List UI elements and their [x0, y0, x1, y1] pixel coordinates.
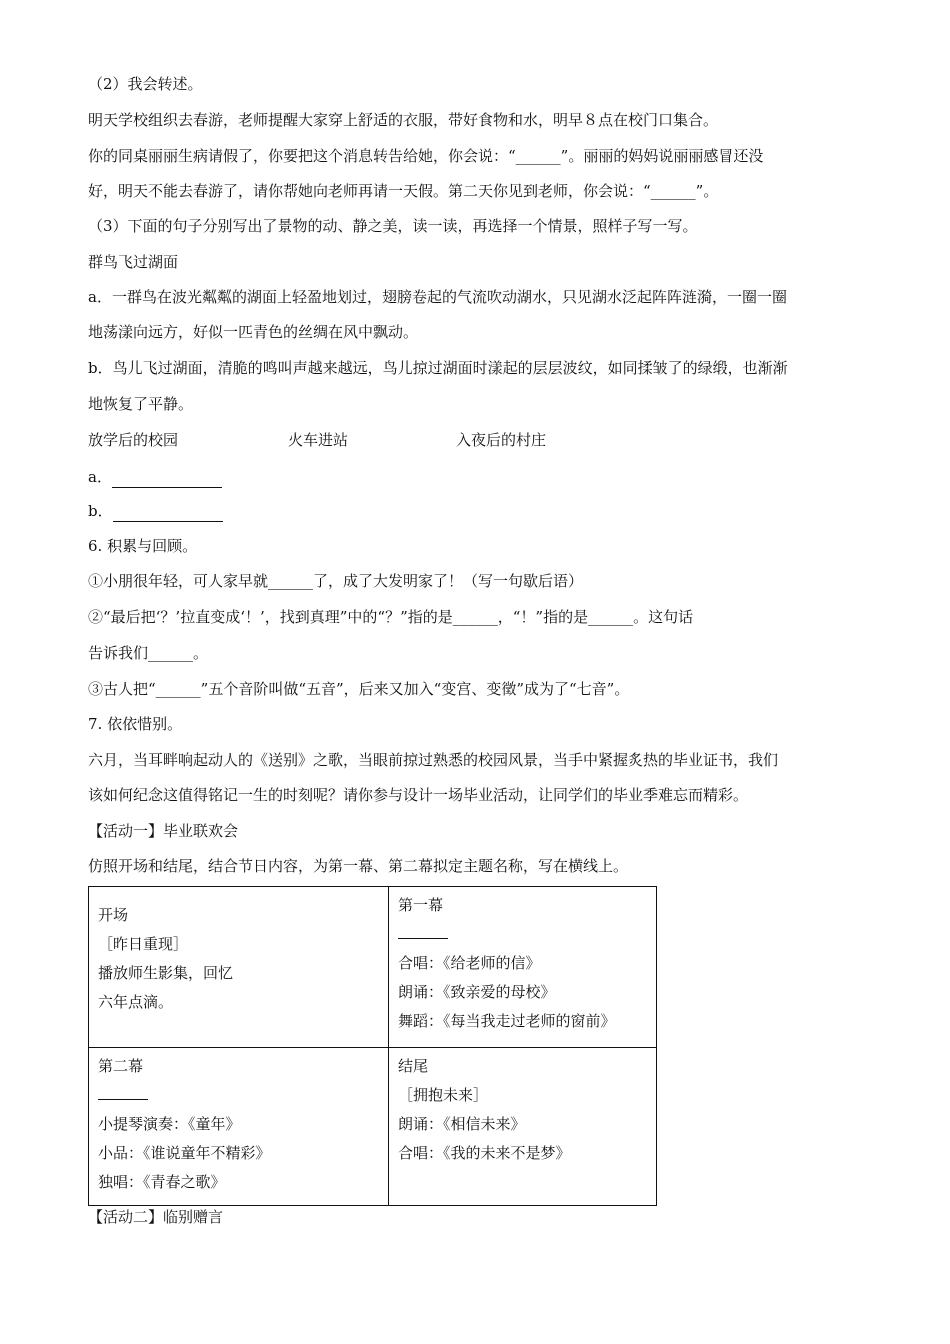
- opening-cell: [89, 887, 389, 1048]
- opening-title: 开场: [98, 906, 129, 924]
- question-7-intro-line-1: 六月，当耳畔响起动人的《送别》之歌，当眼前掠过熟悉的校园风景，当手中紧握炙热的毕业证书，我们: [88, 751, 779, 769]
- act-2-theme-blank[interactable]: [98, 1085, 148, 1100]
- question-6-heading: 6. 积累与回顾。: [88, 537, 198, 555]
- answer-b-row: [88, 501, 223, 522]
- relay-task-line-1: 你的同桌丽丽生病请假了，你要把这个消息转告给她，你会说：“______”。丽丽的妈妈说丽丽感冒还没: [88, 147, 764, 165]
- section-2-heading: （2）我会转述。: [88, 75, 203, 93]
- ending-title: 结尾: [398, 1057, 429, 1075]
- opening-theme: ［昨日重现］: [98, 935, 189, 953]
- act-1-cell: [389, 887, 657, 1048]
- act-2-cell: [89, 1048, 389, 1206]
- scene-option-3: 入夜后的村庄: [456, 431, 547, 449]
- ending-cell: [389, 1048, 657, 1206]
- scene-option-1: 放学后的校园: [88, 431, 179, 449]
- act-1-theme-blank[interactable]: [398, 924, 448, 939]
- answer-a-label: a．: [88, 468, 112, 486]
- act-2-line-3: 独唱：《青春之歌》: [98, 1173, 226, 1191]
- question-6-item-3: ③古人把“______”五个音阶叫做“五音”，后来又加入“变宫、变徵”成为了“七音”。: [88, 680, 630, 698]
- answer-a-blank[interactable]: [112, 467, 222, 488]
- question-7-heading: 7. 依依惜别。: [88, 715, 183, 733]
- act-1-line-3: 舞蹈：《每当我走过老师的窗前》: [398, 1012, 616, 1030]
- section-3-heading: （3）下面的句子分别写出了景物的动、静之美，读一读，再选择一个情景，照样子写一写。: [88, 217, 698, 235]
- act-2-line-2: 小品：《谁说童年不精彩》: [98, 1144, 271, 1162]
- question-6-item-2-line-1: ②“最后把‘？’拉直变成‘！’，找到真理”中的“？”指的是______，“！”指的是______。这句话: [88, 608, 694, 626]
- act-1-title: 第一幕: [398, 896, 444, 914]
- act-2-line-1: 小提琴演奏：《童年》: [98, 1115, 241, 1133]
- example-b-line-2: 地恢复了平静。: [88, 395, 194, 413]
- act-1-line-2: 朗诵：《致亲爱的母校》: [398, 983, 556, 1001]
- activity-2-heading: 【活动二】临别赠言: [88, 1208, 224, 1226]
- act-1-theme-blank-row: [398, 920, 647, 949]
- answer-a-row: [88, 467, 222, 488]
- relay-task-line-2: 好，明天不能去春游了，请你帮她向老师再请一天假。第二天你见到老师，你会说：“______”。: [88, 182, 719, 200]
- answer-b-label: b．: [88, 502, 113, 520]
- scene-title: 群鸟飞过湖面: [88, 253, 179, 271]
- answer-b-blank[interactable]: [113, 501, 223, 522]
- activity-1-instruction: 仿照开场和结尾，结合节日内容，为第一幕、第二幕拟定主题名称，写在横线上。: [88, 857, 629, 875]
- example-a-line-1: a．一群鸟在波光粼粼的湖面上轻盈地划过，翅膀卷起的气流吹动湖水，只见湖水泛起阵阵涟漪，一圈一圈: [88, 288, 787, 306]
- scene-option-2: 火车进站: [288, 431, 349, 449]
- question-7-intro-line-2: 该如何纪念这值得铭记一生的时刻呢？请你参与设计一场毕业活动，让同学们的毕业季难忘而精彩。: [88, 786, 749, 804]
- question-6-item-2-line-2: 告诉我们______。: [88, 644, 209, 662]
- question-6-item-1: ①小朋很年轻，可人家早就______了，成了大发明家了！（写一句歇后语）: [88, 572, 584, 590]
- opening-line-2: 六年点滴。: [98, 993, 174, 1011]
- opening-line-1: 播放师生影集，回忆: [98, 964, 234, 982]
- ending-line-1: 朗诵：《相信未来》: [398, 1115, 526, 1133]
- act-1-line-1: 合唱：《给老师的信》: [398, 954, 541, 972]
- act-2-title: 第二幕: [98, 1057, 144, 1075]
- ending-line-2: 合唱：《我的未来不是梦》: [398, 1144, 571, 1162]
- act-2-theme-blank-row: [98, 1081, 379, 1110]
- activity-1-heading: 【活动一】毕业联欢会: [88, 822, 239, 840]
- program-table: [88, 886, 657, 1206]
- example-a-line-2: 地荡漾向远方，好似一匹青色的丝绸在风中飘动。: [88, 323, 419, 341]
- example-b-line-1: b．鸟儿飞过湖面，清脆的鸣叫声越来越远，鸟儿掠过湖面时漾起的层层波纹，如同揉皱了的绿缎，也渐渐: [88, 359, 788, 377]
- notice-text: 明天学校组织去春游，老师提醒大家穿上舒适的衣服，带好食物和水，明早８点在校门口集合。: [88, 111, 719, 129]
- ending-theme: ［拥抱未来］: [398, 1086, 489, 1104]
